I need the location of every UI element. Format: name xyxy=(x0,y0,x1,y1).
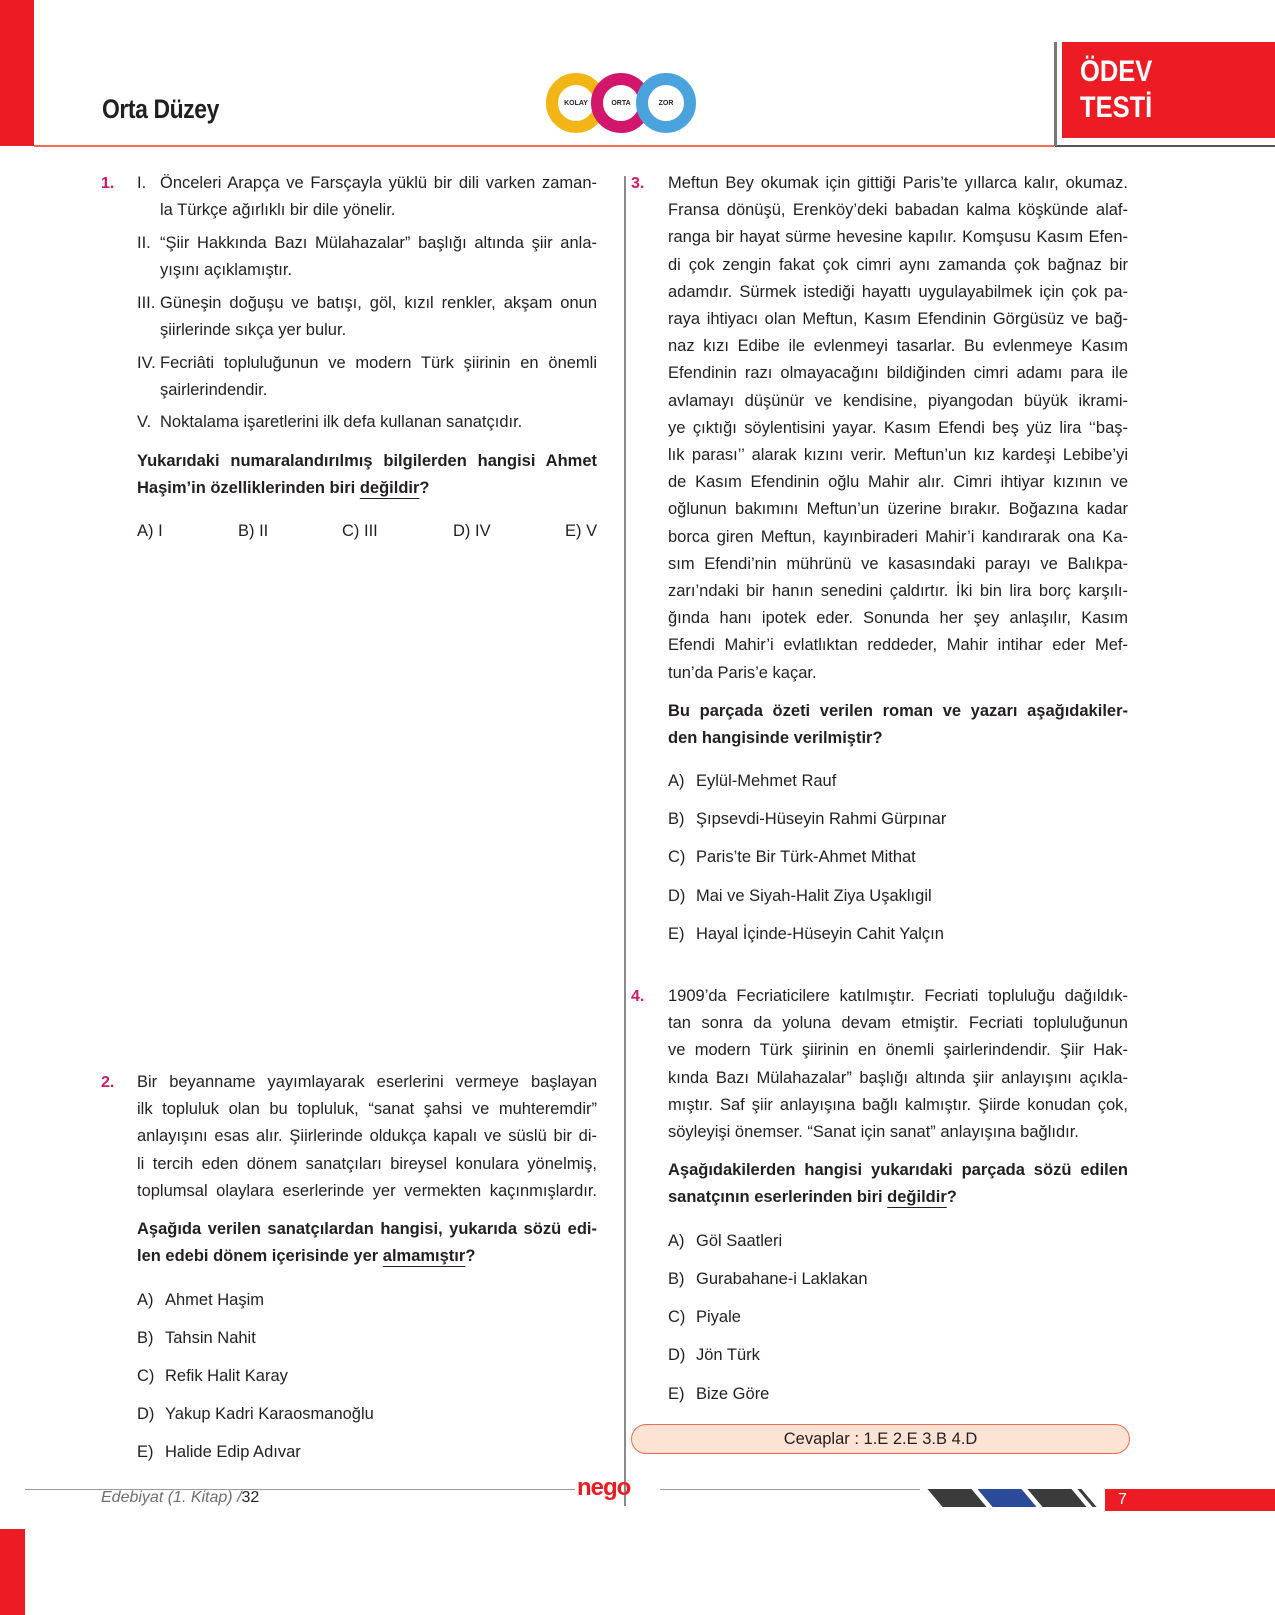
option-letter: C) xyxy=(137,1367,155,1385)
option-text: Hayal İçinde-Hüseyin Cahit Yalçın xyxy=(696,925,944,943)
option-e[interactable] xyxy=(668,925,944,944)
difficulty-indicator xyxy=(546,73,696,135)
difficulty-orta-label: ORTA xyxy=(611,99,631,107)
difficulty-kolay-label: KOLAY xyxy=(564,99,588,107)
paragraph-line: Efendinin razı olmayacağını bildiğinden cimri adamı para ile xyxy=(668,364,1128,383)
option-d[interactable] xyxy=(668,1346,760,1365)
option-text: Eylül-Mehmet Rauf xyxy=(696,772,837,790)
paragraph-line: ve modern Türk şiirinin en önemli şairlerindendir. Şiir Hak- xyxy=(668,1041,1128,1060)
statement-line: Güneşin doğuşu ve batışı, göl, kızıl renkler, akşam onun xyxy=(160,294,597,312)
question-number: 4. xyxy=(631,988,645,1005)
page-number-tab xyxy=(1105,1489,1275,1511)
test-label-line1: ÖDEV xyxy=(1080,55,1153,88)
option-b[interactable] xyxy=(137,1329,256,1348)
option-text: Tahsin Nahit xyxy=(165,1329,256,1347)
stripe xyxy=(977,1489,1036,1507)
statement-line: Önceleri Arapça ve Farsçayla yüklü bir dili varken zaman- xyxy=(160,174,597,192)
prompt-emphasis: almamıştır xyxy=(382,1247,466,1266)
option-text: Yakup Kadri Karaosmanoğlu xyxy=(165,1405,374,1423)
prompt-text: len edebi dönem içerisinde yer xyxy=(137,1247,383,1266)
option-text: Refik Halit Karay xyxy=(165,1367,288,1385)
prompt-line xyxy=(137,1243,597,1270)
statement-line: şairlerindendir. xyxy=(160,381,268,400)
book-page: 32 xyxy=(241,1489,260,1506)
roman-numeral: II. xyxy=(137,234,151,252)
paragraph-line: naz kızı Edibe ile evlenmeyi tasarlar. Bu evlenmeye Kasım xyxy=(668,337,1128,356)
test-label-badge xyxy=(1062,42,1275,138)
page-number: 7 xyxy=(1118,1491,1127,1508)
option-text: Ahmet Haşim xyxy=(165,1291,265,1309)
paragraph-line: lık parası’’ alarak kızını verir. Meftun’un kız kardeşi Lebibe’yi xyxy=(668,446,1128,465)
option-letter: B) xyxy=(668,1270,685,1288)
option-a[interactable]: A) I xyxy=(137,522,163,540)
paragraph-line: ilk topluluk olan bu topluluk, “sanat şahsi ve muhteremdir” xyxy=(137,1100,597,1119)
paragraph-line: 1909’da Fecriaticilere katılmıştır. Fecriati topluluğu dağıldık- xyxy=(668,987,1128,1005)
option-text: Mai ve Siyah-Halit Ziya Uşaklıgil xyxy=(696,887,932,905)
option-letter: D) xyxy=(668,887,686,905)
paragraph-line: tan sonra da yoluna devam etmiştir. Fecriati topluluğunun xyxy=(668,1014,1128,1033)
publisher-logo: nego xyxy=(577,1474,631,1501)
option-a[interactable] xyxy=(668,772,836,791)
option-e[interactable] xyxy=(668,1385,769,1404)
option-c[interactable] xyxy=(137,1367,288,1386)
option-b[interactable] xyxy=(668,810,946,829)
footer-divider-right xyxy=(660,1489,920,1490)
red-side-bar-top xyxy=(0,0,34,146)
option-text: Bize Göre xyxy=(696,1385,770,1403)
question-number: 1. xyxy=(101,175,115,192)
paragraph-line: söyleyişi önemser. “Sanat için sanat” anlayışına bağlıdır. xyxy=(668,1123,1079,1142)
paragraph-line: raya ihtiyacı olan Meftun, Kasım Efendinin Görgüsüz ve bağ- xyxy=(668,310,1128,329)
option-letter: D) xyxy=(137,1405,155,1423)
paragraph-line: Meftun Bey okumak için gittiği Paris’te yıllarca kalır, okumaz. xyxy=(668,174,1128,192)
paragraph-line: Efendi Mahir’i evlatlıktan reddeder, Mahir intihar eder Mef- xyxy=(668,636,1128,655)
paragraph-line: de Kasım Efendinin oğlu Mahir alır. Cimri ihtiyar kızının ve xyxy=(668,473,1128,492)
paragraph-line: oğlunun bakımını Meftun’un üzerine bırakır. Boğazına kadar xyxy=(668,500,1128,519)
option-letter: A) xyxy=(137,1291,154,1309)
option-d[interactable] xyxy=(137,1405,374,1424)
answer-key: Cevaplar : 1.E 2.E 3.B 4.D xyxy=(631,1424,1130,1454)
paragraph-line: ğında hanı ipotek eder. Sonunda her şey anlaşılır, Kasım xyxy=(668,609,1128,628)
difficulty-zor-icon xyxy=(636,73,696,133)
header-divider-right xyxy=(1055,145,1275,147)
prompt-text: ? xyxy=(419,479,430,498)
option-c[interactable] xyxy=(668,1308,741,1327)
option-d[interactable]: D) IV xyxy=(453,522,491,540)
statement-line: la Türkçe ağırlıklı bir dile yönelir. xyxy=(160,201,396,220)
difficulty-zor-label: ZOR xyxy=(658,99,674,107)
option-c[interactable]: C) III xyxy=(342,522,378,540)
prompt-text: ? xyxy=(946,1188,957,1207)
page-level-title: Orta Düzey xyxy=(102,94,219,124)
statement-line: şiirlerinde sıkça yer bulur. xyxy=(160,321,347,340)
option-letter: B) xyxy=(668,810,685,828)
statement-line: yışını açıklamıştır. xyxy=(160,261,293,280)
paragraph-line: sım Efendi’nin mührünü ve kasasındaki parayı ve Balıkpa- xyxy=(668,554,1128,573)
paragraph-line: anlayışını esas alır. Şiirlerinde oldukça kapalı ve süslü bir di- xyxy=(137,1127,597,1146)
header-divider xyxy=(34,145,1054,147)
question-number: 2. xyxy=(101,1074,115,1091)
statement-iv xyxy=(137,350,597,404)
paragraph-line: ranga bir hayat sürme hevesine kapılır. Komşusu Kasım Efen- xyxy=(668,228,1128,247)
option-letter: A) xyxy=(668,772,685,790)
option-letter: E) xyxy=(137,1443,154,1461)
question-prompt xyxy=(137,1216,597,1270)
statement-line: Noktalama işaretlerini ilk defa kullanan sanatçıdır. xyxy=(160,413,523,431)
option-text: Piyale xyxy=(696,1308,741,1326)
stripe xyxy=(927,1489,986,1507)
option-letter: E) xyxy=(668,925,685,943)
decorative-stripes xyxy=(925,1489,1115,1509)
roman-numeral: IV. xyxy=(137,354,156,372)
statement-ii xyxy=(137,230,597,284)
paragraph-line: li tercih eden dönem sanatçıları bireysel konulara yönelmiş, xyxy=(137,1154,597,1173)
option-text: Jön Türk xyxy=(696,1346,760,1364)
prompt-text: Haşim’in özelliklerinden biri xyxy=(137,479,360,498)
option-c[interactable] xyxy=(668,848,916,867)
book-title: Edebiyat (1. Kitap) / xyxy=(101,1489,242,1506)
prompt-emphasis: değildir xyxy=(887,1188,947,1207)
roman-numeral: V. xyxy=(137,413,152,431)
paragraph-line: ye çıktığı söylentisini yayar. Kasım Efendi beş yüz lira ‘‘baş- xyxy=(668,418,1128,437)
option-letter: C) xyxy=(668,1308,686,1326)
option-letter: C) xyxy=(668,848,686,866)
statement-i xyxy=(137,170,597,224)
statement-iii xyxy=(137,290,597,344)
statement-v xyxy=(137,409,597,436)
option-text: Gurabahane-i Laklakan xyxy=(696,1270,868,1288)
option-e[interactable]: E) V xyxy=(565,522,598,540)
test-label-line2: TESTİ xyxy=(1080,91,1153,124)
red-side-bar-bottom xyxy=(0,1529,25,1615)
option-b[interactable]: B) II xyxy=(238,522,269,540)
question-paragraph xyxy=(137,1069,597,1205)
prompt-emphasis: değildir xyxy=(359,479,420,498)
prompt-line: Aşağıda verilen sanatçılardan hangisi, yukarıda sözü edi- xyxy=(137,1220,597,1238)
option-e[interactable] xyxy=(137,1443,301,1462)
paragraph-line: avlamayı düşünür ve kendisine, piyangodan büyük ikrami- xyxy=(668,391,1128,410)
option-letter: D) xyxy=(668,1346,686,1364)
question-number: 3. xyxy=(631,175,645,192)
roman-numeral: III. xyxy=(137,294,156,312)
question-paragraph xyxy=(668,983,1128,1146)
prompt-line: Bu parçada özeti verilen roman ve yazarı aşağıdakiler- xyxy=(668,702,1128,720)
option-text: Göl Saatleri xyxy=(696,1232,783,1250)
option-letter: E) xyxy=(668,1385,685,1403)
prompt-text: sanatçının eserlerinden biri xyxy=(668,1188,888,1207)
option-d[interactable] xyxy=(668,887,932,906)
prompt-line: Yukarıdaki numaralandırılmış bilgilerden hangisi Ahmet xyxy=(137,452,597,470)
prompt-line: den hangisinde verilmiştir? xyxy=(668,729,883,748)
paragraph-line: borca giren Meftun, kayınbiraderi Mahir’i kandırarak ona Ka- xyxy=(668,527,1128,546)
paragraph-line: zarı’ndaki bir hanın senedini çaldırtır. İki bin lira borç karşılı- xyxy=(668,582,1128,601)
paragraph-line: Fransa dönüşü, Erenköy’deki babadan kalma köşkünde alaf- xyxy=(668,201,1128,220)
prompt-line xyxy=(668,1184,1128,1211)
statement-line: Fecriâti topluluğunun ve modern Türk şiirinin en önemli xyxy=(160,354,597,372)
option-b[interactable] xyxy=(668,1270,868,1289)
prompt-text: ? xyxy=(465,1247,476,1266)
question-prompt xyxy=(137,448,597,502)
paragraph-line: toplumsal olaylara eserlerinde yer vermekten kaçınmışlardır. xyxy=(137,1181,597,1200)
paragraph-line: tun’da Paris’e kaçar. xyxy=(668,663,817,682)
option-a[interactable] xyxy=(137,1291,264,1310)
prompt-line: Aşağıdakilerden hangisi yukarıdaki parçada sözü edilen xyxy=(668,1161,1128,1179)
paragraph-line: kında Bazı Mülahazalar” başlığı altında şiir anlayışını açıkla- xyxy=(668,1068,1128,1087)
paragraph-line: Bir beyanname yayımlayarak eserlerini vermeye başlayan xyxy=(137,1073,597,1091)
option-letter: B) xyxy=(137,1329,154,1347)
option-text: Halide Edip Adıvar xyxy=(165,1443,301,1461)
option-letter: A) xyxy=(668,1232,685,1250)
question-paragraph xyxy=(668,170,1128,687)
paragraph-line: adamdır. Sürmek istediği hayattı uygulayabilmek için çok pa- xyxy=(668,282,1128,301)
paragraph-line: di çok zengin fakat çok cimri aynı zamanda çok bağnaz bir xyxy=(668,255,1128,274)
question-prompt xyxy=(668,698,1128,752)
option-a[interactable] xyxy=(668,1232,782,1251)
stripe xyxy=(1027,1489,1086,1507)
column-divider xyxy=(624,176,626,1506)
test-label-frame xyxy=(1054,42,1057,146)
statement-line: “Şiir Hakkında Bazı Mülahazalar” başlığı altında şiir anla- xyxy=(160,234,597,252)
book-reference xyxy=(101,1489,259,1507)
roman-numeral: I. xyxy=(137,174,147,192)
prompt-line xyxy=(137,475,597,502)
question-prompt xyxy=(668,1157,1128,1211)
option-text: Paris’te Bir Türk-Ahmet Mithat xyxy=(696,848,916,866)
option-text: Şıpsevdi-Hüseyin Rahmi Gürpınar xyxy=(696,810,947,828)
paragraph-line: mıştır. Saf şiir anlayışına bağlı kalmıştır. Şiirde konudan çok, xyxy=(668,1095,1128,1114)
